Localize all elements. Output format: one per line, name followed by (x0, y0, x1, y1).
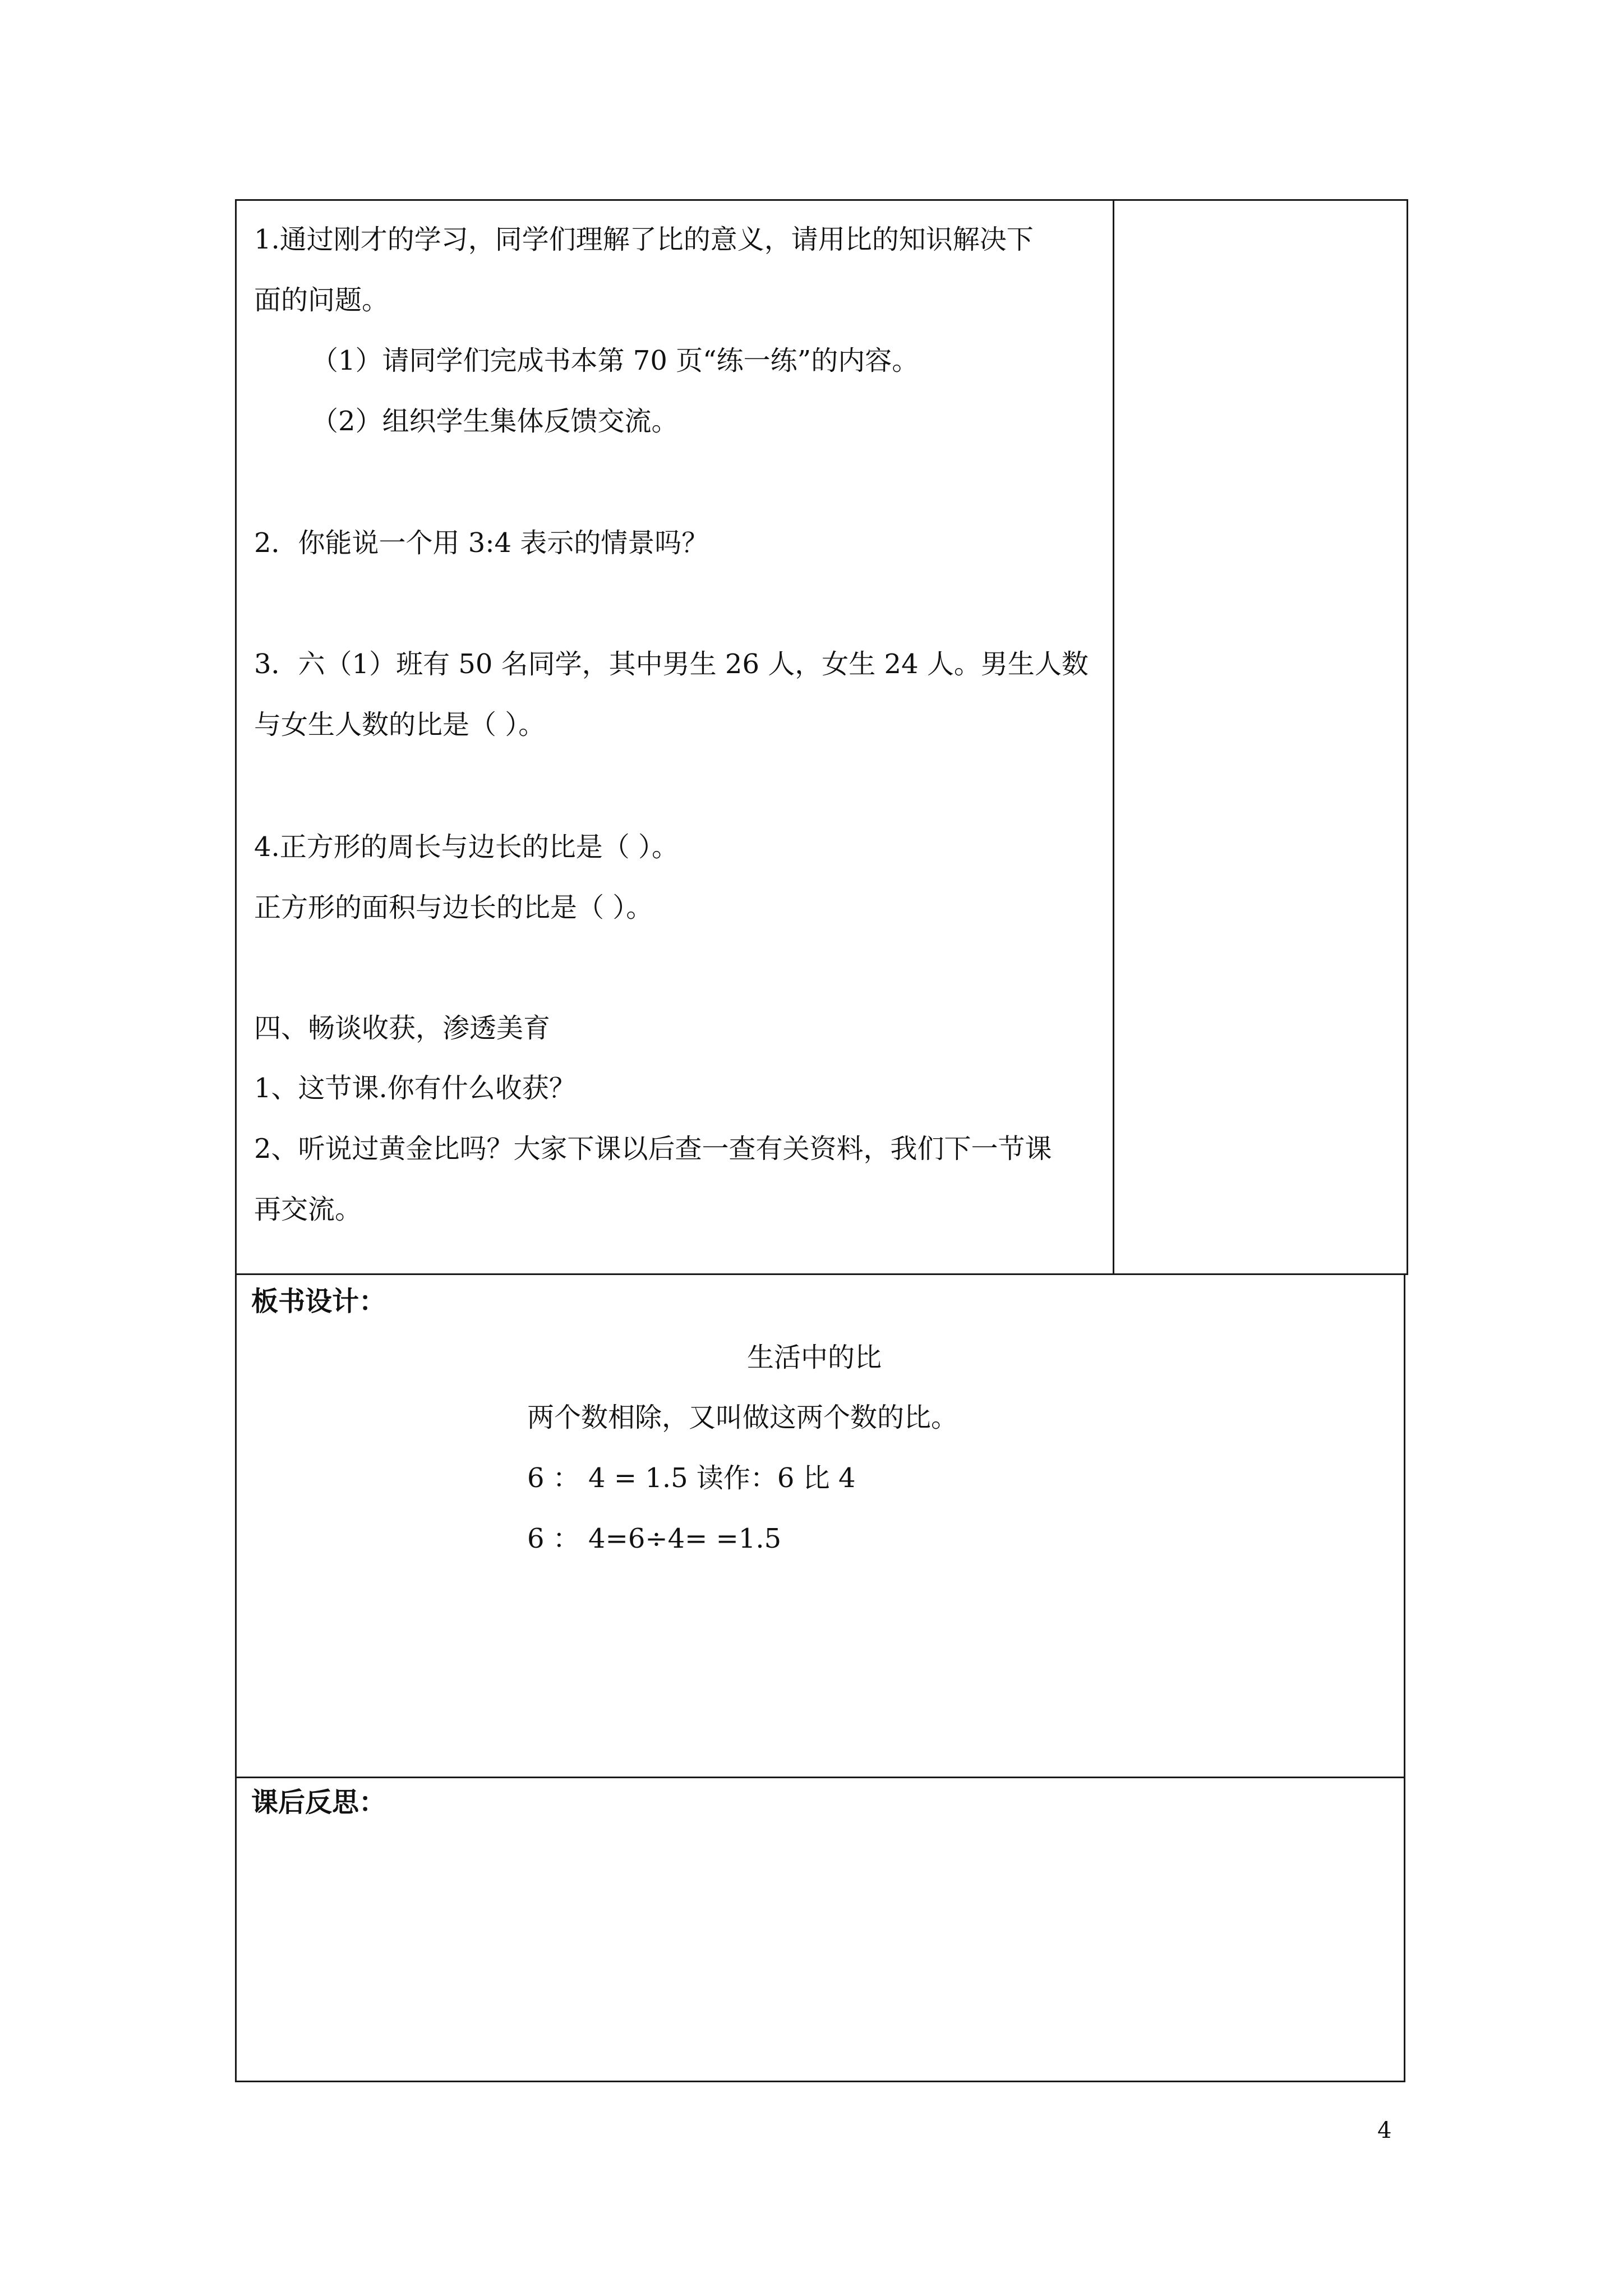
question-4-line-2: 正方形的面积与边长的比是（ ）。 (254, 892, 653, 923)
question-2: 2．你能说一个用 3:4 表示的情景吗？ (254, 527, 709, 559)
question-3-line-2: 与女生人数的比是（ ）。 (254, 709, 546, 740)
question-1-subitem-1: （1）请同学们完成书本第 70 页“练一练”的内容。 (311, 345, 919, 376)
reflection-label: 课后反思： (251, 1787, 386, 1818)
question-4-line-1: 4.正方形的周长与边长的比是（ ）。 (254, 831, 679, 863)
question-1-line-2: 面的问题。 (254, 284, 389, 316)
part-4-item-2-line-1: 2、听说过黄金比吗？大家下课以后查一查有关资料，我们下一节课 (254, 1133, 1052, 1165)
board-definition: 两个数相除，又叫做这两个数的比。 (527, 1402, 958, 1433)
part-4-title: 四、畅谈收获，渗透美育 (254, 1013, 551, 1044)
page-number: 4 (1377, 2118, 1392, 2143)
board-design-label: 板书设计： (251, 1286, 386, 1317)
notes-column-cell (1113, 199, 1408, 1275)
question-1-line-1: 1.通过刚才的学习，同学们理解了比的意义，请用比的知识解决下 (254, 224, 1034, 255)
question-3-line-1: 3．六（1）班有 50 名同学，其中男生 26 人，女生 24 人。男生人数 (254, 648, 1089, 680)
board-example-2: 6 ： 4=6÷4= =1.5 (527, 1523, 782, 1554)
board-title: 生活中的比 (747, 1342, 882, 1373)
board-example-1: 6 ： 4 = 1.5 读作：6 比 4 (527, 1462, 856, 1494)
part-4-item-1: 1、这节课.你有什么收获？ (254, 1073, 576, 1104)
part-4-item-2-line-2: 再交流。 (254, 1194, 362, 1225)
question-1-subitem-2: （2）组织学生集体反馈交流。 (311, 406, 679, 437)
reflection-cell (235, 1777, 1405, 2082)
